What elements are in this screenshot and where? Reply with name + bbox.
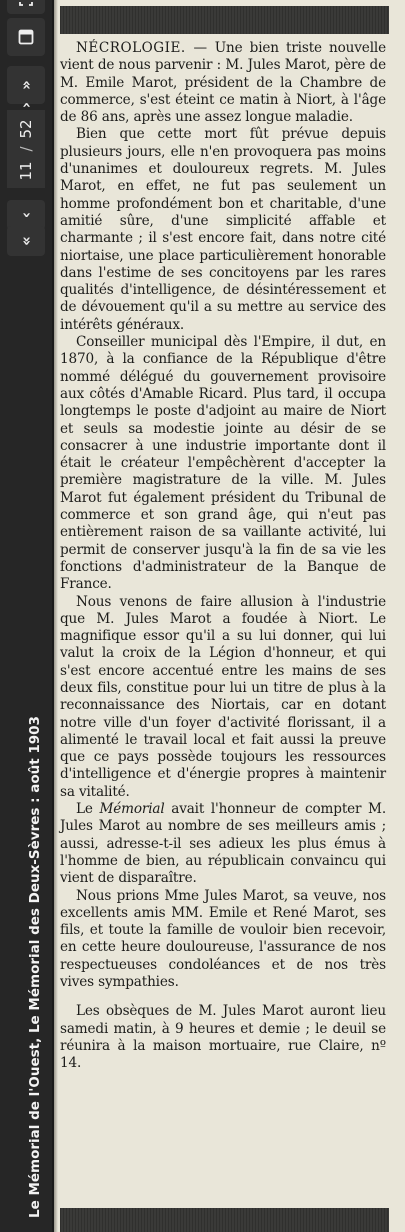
memorial-italic: Mémorial xyxy=(99,801,165,818)
document-caption: Le Mémorial de l'Ouest, Le Mémorial des Deux-Sèvres : août 1903 xyxy=(27,716,43,1218)
first-page-button[interactable] xyxy=(7,226,45,256)
page-separator: / xyxy=(17,146,35,152)
viewer-toolbar xyxy=(0,0,52,1232)
double-chevron-right-icon: » xyxy=(16,80,35,90)
fullscreen-button[interactable] xyxy=(7,0,45,14)
top-rule xyxy=(60,6,389,34)
paragraph-3: Conseiller municipal dès l'Empire, il dut, en 1870, à la confiance de la République d'être nommé délégué du gouvernement provisoire aux côtés d'Amable Ricard. Plus tard, il occupa longtemps le poste d'adjoint au maire de Niort et seuls sa modestie jointe au désir de se consacrer à une industrie importante dont il était le créateur l'empêchèrent d'accepter la première magistrature de la ville. M. Jules Marot fut également président du Tribunal de commerce et son grand âge, qui n'eut pas entièrement raison de sa vaillante activité, lui permit de conserver jusqu'à la fin de sa vie les fonctions d'administrateur de la Banque de France. xyxy=(60,334,386,593)
bottom-rule xyxy=(60,1208,389,1232)
bookmark-icon xyxy=(18,29,34,45)
chevron-left-icon: ‹ xyxy=(17,211,35,219)
paragraph-5: Le Mémorial avait l'honneur de compter M. Jules Marot au nombre de ses meilleurs amis ; aussi, adresse-t-il ses adieux les plus émus à l'homme de bien, au républicain convaincu qui vient de disparaître. xyxy=(60,801,386,887)
paragraph-2: Bien que cette mort fût prévue depuis plusieurs jours, elle n'en provoquera pas moins d'unanimes et douloureux regrets. M. Jules Marot, en effet, ne fut pas seulement un homme profondément bon et charitable, d'une amitié sûre, d'une simplicité affable et charmante ; il s'est encore fait, dans notre cité niortaise, une place particulièrement honorable dans l'estime de ses concitoyens par les rares qualités d'intelligence, de désintéressement et de dévouement qu'il a su mettre au service des intérêts généraux. xyxy=(60,126,386,333)
fullscreen-icon xyxy=(19,0,33,6)
paragraph-6: Nous prions Mme Jules Marot, sa veuve, nos excellents amis MM. Emile et René Marot, ses fils, et toute la famille de vouloir bien recevoir, en cette heure douloureuse, l'assurance de nos respectueuses condoléances et de nos très vives sympathies. xyxy=(60,887,386,991)
page-indicator xyxy=(7,110,45,188)
paragraph-7: Les obsèques de M. Jules Marot auront lieu samedi matin, à 9 heures et demie ; le deuil se réunira à la maison mortuaire, rue Claire, nº 14. xyxy=(60,1003,386,1072)
double-chevron-left-icon: « xyxy=(16,236,35,246)
article-text xyxy=(60,40,386,1073)
bookmark-button[interactable] xyxy=(7,18,45,56)
paragraph-1: NÉCROLOGIE. — Une bien triste nouvelle vient de nous parvenir : M. Jules Marot, père de M. Emile Marot, président de la Chambre de commerce, s'est éteint ce matin à Niort, à l'âge de 86 ans, après une assez longue maladie. xyxy=(60,40,386,126)
section-kicker: NÉCROLOGIE. — xyxy=(76,40,208,56)
paragraph-4: Nous venons de faire allusion à l'industrie que M. Jules Marot a foudée à Niort. Le magnifique essor qu'il a su lui donner, qui lui valut la croix de la Légion d'honneur, et qui s'est encore accentué entre les mains de ses deux fils, constitue pour lui un titre de plus à la reconnaissance des Niortais, car en dotant notre ville d'un foyer d'activité florissant, il a alimenté le travail local et fait aussi la preuve que ce pays possède toujours les ressources d'intelligence et d'énergie propres à maintenir sa vitalité. xyxy=(60,593,386,800)
chevron-right-icon: › xyxy=(17,101,35,109)
page-total: 52 xyxy=(17,119,35,139)
page-current: 11 xyxy=(17,161,35,181)
scanned-page xyxy=(54,0,405,1232)
